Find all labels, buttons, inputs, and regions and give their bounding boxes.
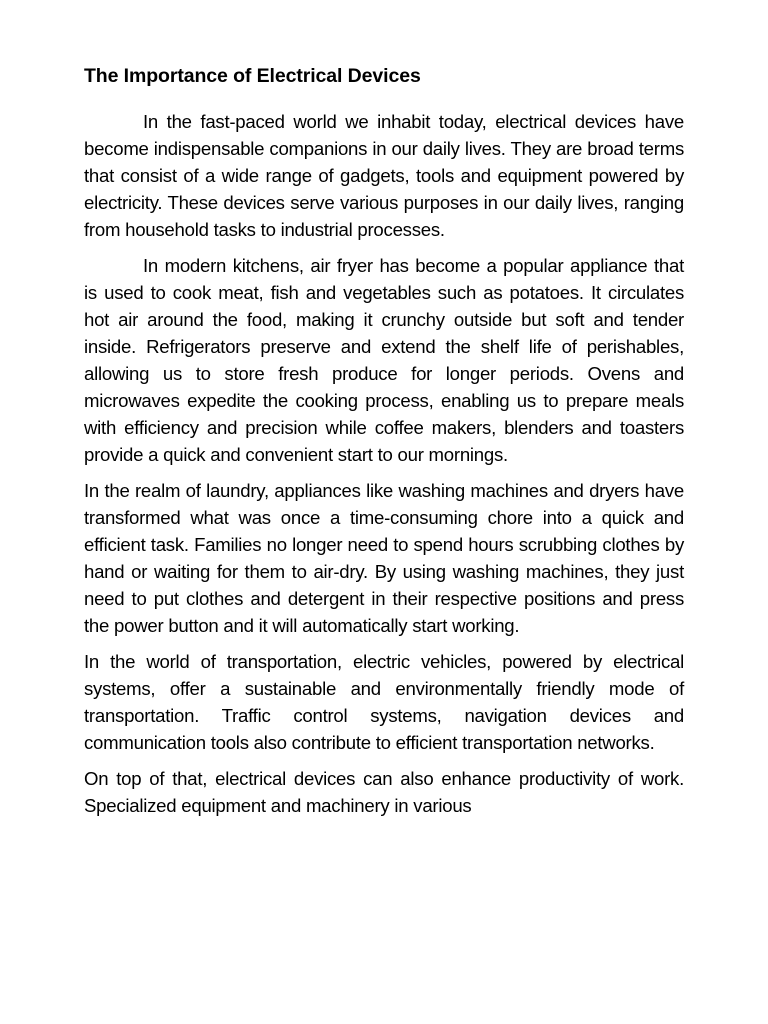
paragraph-introduction: In the fast-paced world we inhabit today, electrical devices have become indispensable companions in our daily lives. They are broad terms that consist of a wide range of gadgets, tools and equipment powered by electricity. These devices serve various purposes in our daily lives, ranging from household tasks to industrial processes. bbox=[84, 111, 684, 240]
paragraph-laundry-appliances: In the realm of laundry, appliances like washing machines and dryers have transformed what was once a time-consuming chore into a quick and efficient task. Families no longer need to spend hours scrubbing clothes by hand or waiting for them to air-dry. By using washing machines, they just need to put clothes and detergent in their respective positions and press the power button and it will automatically start working. bbox=[84, 480, 684, 636]
document-title: The Importance of Electrical Devices bbox=[84, 65, 421, 87]
document-page bbox=[84, 62, 684, 828]
paragraph-kitchen-appliances: In modern kitchens, air fryer has become a popular appliance that is used to cook meat, fish and vegetables such as potatoes. It circulates hot air around the food, making it crunchy outside but soft and tender inside. Refrigerators preserve and extend the shelf life of perishables, allowing us to store fresh produce for longer periods. Ovens and microwaves expedite the cooking process, enabling us to prepare meals with efficiency and precision while coffee makers, blenders and toasters provide a quick and convenient start to our mornings. bbox=[84, 255, 684, 465]
paragraph-transportation: In the world of transportation, electric vehicles, powered by electrical systems, offer a sustainable and environmentally friendly mode of transportation. Traffic control systems, navigation devices and communication tools also contribute to efficient transportation networks. bbox=[84, 651, 684, 753]
paragraph-productivity: On top of that, electrical devices can also enhance productivity of work. Specialized equipment and machinery in various bbox=[84, 768, 684, 816]
